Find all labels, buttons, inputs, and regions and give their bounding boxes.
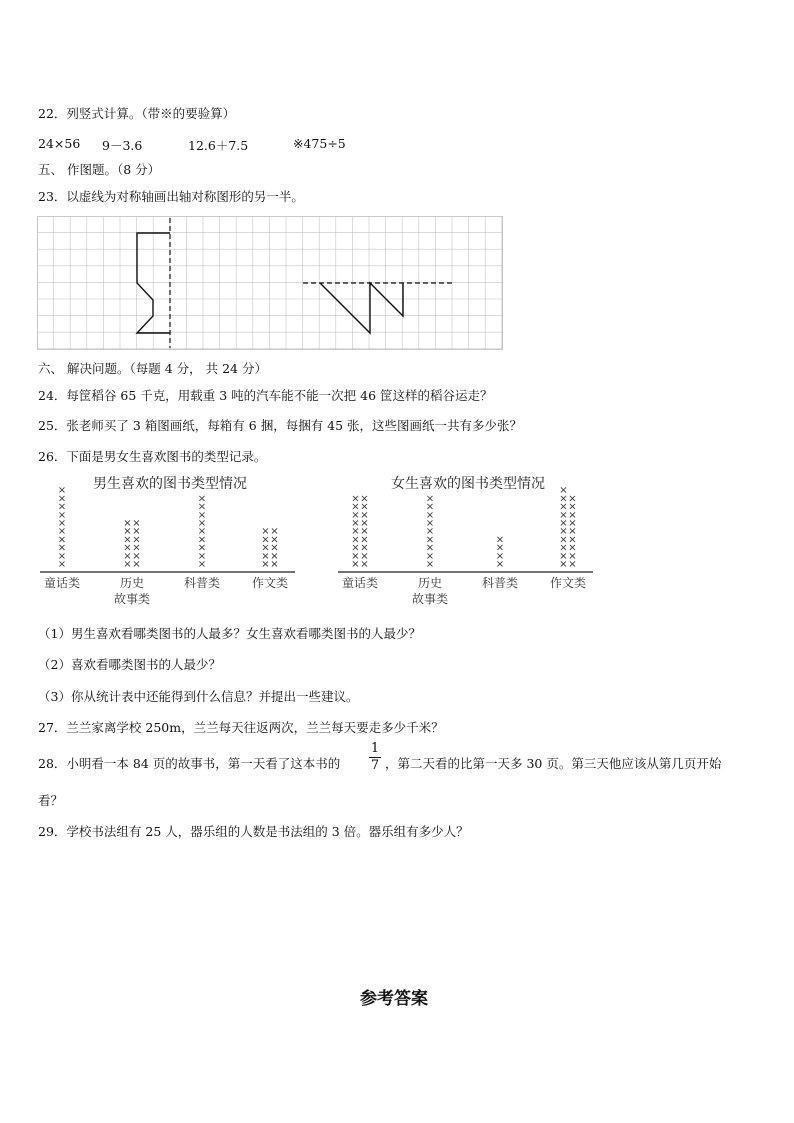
boys-mark: × [57, 509, 67, 521]
girls-mark: × [559, 542, 568, 554]
girls-mark: × [425, 550, 435, 562]
girls-category-label: 科普类 [481, 576, 519, 590]
girls-mark: × [425, 526, 435, 538]
fraction-denominator: 7 [370, 758, 380, 773]
girls-mark: × [495, 559, 505, 570]
question-25: 25．张老师买了 3 箱图画纸，每箱有 6 捆，每捆有 45 张，这些图画纸一共有多少张？ [38, 418, 523, 433]
question-26-sub-1: （1）男生喜欢看哪类图书的人最多？女生喜欢看哪类图书的人最少？ [38, 626, 421, 641]
girls-mark: × [351, 559, 360, 570]
half-shape-1 [137, 233, 170, 333]
symmetry-grid-figure [37, 216, 503, 350]
question-28-part-b: ，第二天看的比第一天多 30 页。第三天他应该从第几页开始 [385, 756, 722, 771]
question-24: 24．每筐稻谷 65 千克，用载重 3 吨的汽车能不能一次把 46 筐这样的稻谷运走？ [38, 388, 493, 403]
boys-mark: × [57, 485, 67, 497]
boys-mark: × [57, 550, 67, 562]
fraction-numerator: 1 [370, 741, 380, 756]
girls-mark: × [360, 559, 369, 570]
boys-mark: × [123, 518, 132, 529]
girls-chart-title: 女生喜欢的图书类型情况 [391, 476, 545, 492]
question-27: 27．兰兰家离学校 250m，兰兰每天往返两次，兰兰每天要走多少千米？ [38, 720, 444, 735]
girls-mark: × [559, 501, 568, 513]
girls-category-label: 童话类 [341, 576, 379, 590]
girls-mark: × [568, 559, 577, 570]
question-26-sub-2: （2）喜欢看哪类图书的人最少？ [38, 657, 221, 672]
girls-mark: × [559, 526, 568, 538]
girls-mark: × [495, 542, 505, 554]
girls-mark: × [559, 518, 568, 529]
girls-mark: × [568, 526, 577, 538]
girls-mark: × [559, 550, 568, 562]
question-26: 26．下面是男女生喜欢图书的类型记录。 [38, 449, 267, 464]
girls-mark: × [360, 534, 369, 546]
girls-category-label: 历史 [417, 576, 443, 590]
boys-mark: × [132, 526, 141, 538]
boys-mark: × [123, 534, 132, 546]
boys-mark: × [270, 542, 279, 554]
boys-mark: × [270, 550, 279, 562]
girls-mark: × [568, 550, 577, 562]
boys-mark: × [270, 526, 279, 538]
girls-category-label: 作文类 [549, 576, 587, 590]
boys-mark: × [197, 534, 207, 546]
boys-category-label: 科普类 [183, 576, 221, 590]
girls-mark: × [360, 518, 369, 529]
girls-mark: × [568, 518, 577, 529]
girls-mark: × [360, 509, 369, 521]
girls-mark: × [559, 493, 568, 505]
boys-mark: × [57, 518, 67, 529]
girls-mark: × [568, 509, 577, 521]
girls-mark: × [568, 542, 577, 554]
girls-mark: × [495, 534, 505, 546]
boys-mark: × [132, 518, 141, 529]
boys-category-label: 故事类 [113, 592, 151, 606]
girls-category-label: 故事类 [411, 592, 449, 606]
boys-mark: × [132, 542, 141, 554]
boys-mark: × [57, 501, 67, 513]
girls-mark: × [559, 559, 568, 570]
boys-mark: × [197, 493, 207, 505]
boys-mark: × [261, 542, 270, 554]
girls-mark: × [351, 534, 360, 546]
girls-mark: × [351, 518, 360, 529]
girls-mark: × [425, 534, 435, 546]
boys-mark: × [261, 534, 270, 546]
boys-mark: × [57, 542, 67, 554]
girls-mark: × [425, 493, 435, 505]
boys-category-label: 历史 [119, 576, 145, 590]
boys-mark: × [123, 526, 132, 538]
boys-mark: × [197, 526, 207, 538]
boys-mark: × [132, 550, 141, 562]
boys-mark: × [123, 559, 132, 570]
boys-chart-title: 男生喜欢的图书类型情况 [93, 476, 247, 492]
boys-mark: × [197, 509, 207, 521]
boys-mark: × [270, 534, 279, 546]
boys-mark: × [197, 518, 207, 529]
girls-mark: × [351, 501, 360, 513]
q22-expr-4: ※475÷5 [293, 136, 346, 151]
boys-category-label: 童话类 [43, 576, 81, 590]
boys-mark: × [132, 559, 141, 570]
section-5-heading: 五、 作图题。（8 分） [38, 162, 161, 177]
answer-section-title: 参考答案 [360, 989, 428, 1009]
girls-mark: × [559, 485, 568, 497]
girls-mark: × [559, 509, 568, 521]
girls-mark: × [568, 493, 577, 505]
boys-mark: × [57, 493, 67, 505]
girls-mark: × [425, 501, 435, 513]
boys-mark: × [261, 559, 270, 570]
boys-mark: × [270, 559, 279, 570]
section-6-heading: 六、 解决问题。（每题 4 分， 共 24 分） [38, 361, 267, 376]
fraction-one-seventh [368, 742, 382, 773]
girls-mark: × [351, 509, 360, 521]
question-28-part-a: 28．小明看一本 84 页的故事书，第一天看了这本书的 [38, 756, 341, 771]
boys-mark: × [197, 550, 207, 562]
girls-mark: × [425, 518, 435, 529]
question-29: 29．学校书法组有 25 人，器乐组的人数是书法组的 3 倍。器乐组有多少人？ [38, 824, 469, 839]
girls-mark: × [425, 509, 435, 521]
q22-expr-2: 9－3.6 [102, 138, 143, 153]
boys-mark: × [197, 542, 207, 554]
girls-mark: × [351, 550, 360, 562]
girls-mark: × [568, 501, 577, 513]
question-22: 22．列竖式计算。（带※的要验算） [38, 106, 236, 121]
girls-mark: × [360, 493, 369, 505]
boys-mark: × [132, 534, 141, 546]
boys-mark: × [57, 534, 67, 546]
question-23: 23．以虚线为对称轴画出轴对称图形的另一半。 [38, 189, 304, 204]
boys-mark: × [123, 542, 132, 554]
girls-mark: × [360, 501, 369, 513]
boys-mark: × [123, 550, 132, 562]
girls-mark: × [495, 550, 505, 562]
girls-mark: × [351, 493, 360, 505]
girls-mark: × [360, 542, 369, 554]
girls-mark: × [568, 534, 577, 546]
boys-mark: × [57, 559, 67, 570]
girls-mark: × [360, 526, 369, 538]
girls-mark: × [351, 542, 360, 554]
boys-mark: × [197, 501, 207, 513]
girls-mark: × [360, 550, 369, 562]
half-shape-2 [320, 283, 403, 333]
boys-mark: × [197, 559, 207, 570]
question-26-sub-3: （3）你从统计表中还能得到什么信息？并提出一些建议。 [38, 689, 359, 704]
boys-mark: × [261, 550, 270, 562]
chart-boys [40, 470, 300, 612]
boys-mark: × [261, 526, 270, 538]
boys-category-label: 作文类 [251, 576, 289, 590]
q22-expr-3: 12.6＋7.5 [188, 138, 249, 153]
chart-girls [338, 470, 598, 612]
girls-mark: × [351, 526, 360, 538]
girls-mark: × [425, 542, 435, 554]
question-28-part-c: 看？ [38, 793, 64, 808]
q22-expr-1: 24×56 [38, 136, 81, 151]
boys-mark: × [57, 526, 67, 538]
girls-mark: × [425, 559, 435, 570]
girls-mark: × [559, 534, 568, 546]
